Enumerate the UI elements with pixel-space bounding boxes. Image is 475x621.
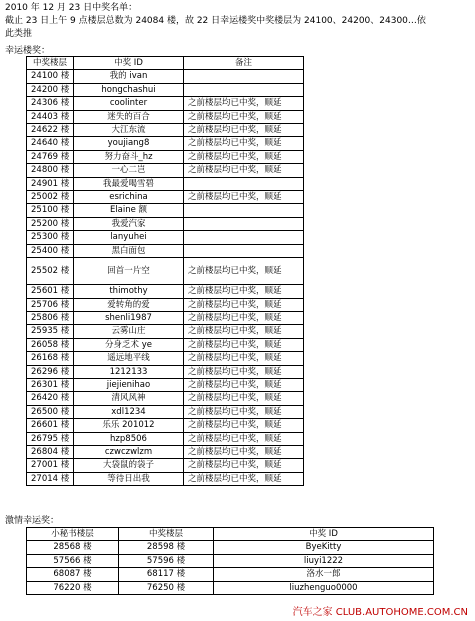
table-row bbox=[27, 352, 304, 365]
cell-secretary-floor: 28568 楼 bbox=[27, 541, 119, 554]
cell-note: 之前楼层均已中奖，顺延 bbox=[184, 164, 304, 177]
cell-winner-id: czwczwlzm bbox=[74, 445, 184, 458]
lucky-winners-table bbox=[26, 56, 304, 486]
cell-note: 之前楼层均已中奖，顺延 bbox=[184, 137, 304, 150]
cell-note: 之前楼层均已中奖，顺延 bbox=[184, 472, 304, 485]
table-row bbox=[27, 150, 304, 163]
table-row bbox=[27, 298, 304, 311]
excite-winners-table bbox=[26, 527, 434, 595]
table-row bbox=[27, 231, 304, 244]
cell-winner-id: 等待日出我 bbox=[74, 472, 184, 485]
cell-note bbox=[184, 217, 304, 230]
cell-note bbox=[184, 244, 304, 257]
cell-floor: 27014 楼 bbox=[27, 472, 74, 485]
cell-winner-id: 清风风神 bbox=[74, 392, 184, 405]
cell-note bbox=[184, 83, 304, 96]
excite-table-body bbox=[27, 541, 434, 595]
table-header-row bbox=[27, 528, 434, 541]
excite-section-title: 激情幸运奖： bbox=[5, 516, 60, 526]
cell-winner-id: 迷失的百合 bbox=[74, 110, 184, 123]
table-row bbox=[27, 110, 304, 123]
cell-note: 之前楼层均已中奖，顺延 bbox=[184, 365, 304, 378]
cell-note: 之前楼层均已中奖，顺延 bbox=[184, 459, 304, 472]
cell-winner-id: coolinter bbox=[74, 97, 184, 110]
column-header-winner-id: 中奖 ID bbox=[214, 528, 434, 541]
intro-line-rule-cont: 此类推 bbox=[5, 29, 33, 39]
cell-winner-id: ByeKitty bbox=[214, 541, 434, 554]
lucky-section-title: 幸运楼奖： bbox=[5, 46, 51, 56]
cell-note: 之前楼层均已中奖，顺延 bbox=[184, 150, 304, 163]
intro-text bbox=[5, 2, 470, 41]
cell-winner-id: 黑白面包 bbox=[74, 244, 184, 257]
column-header-note: 备注 bbox=[184, 57, 304, 70]
cell-floor: 24901 楼 bbox=[27, 177, 74, 190]
cell-secretary-floor: 68087 楼 bbox=[27, 568, 119, 581]
cell-note: 之前楼层均已中奖，顺延 bbox=[184, 97, 304, 110]
cell-floor: 25300 楼 bbox=[27, 231, 74, 244]
cell-winner-id: 遥远地平线 bbox=[74, 352, 184, 365]
cell-note: 之前楼层均已中奖，顺延 bbox=[184, 311, 304, 324]
cell-note: 之前楼层均已中奖，顺延 bbox=[184, 298, 304, 311]
cell-winner-id: 洛水一郎 bbox=[214, 568, 434, 581]
table-row bbox=[27, 97, 304, 110]
cell-floor: 25706 楼 bbox=[27, 298, 74, 311]
cell-note: 之前楼层均已中奖，顺延 bbox=[184, 419, 304, 432]
cell-note: 之前楼层均已中奖，顺延 bbox=[184, 124, 304, 137]
cell-note: 之前楼层均已中奖，顺延 bbox=[184, 325, 304, 338]
table-row bbox=[27, 285, 304, 298]
cell-floor: 25100 楼 bbox=[27, 204, 74, 217]
cell-floor: 26168 楼 bbox=[27, 352, 74, 365]
cell-winner-id: 努力奋斗_hz bbox=[74, 150, 184, 163]
cell-secretary-floor: 76220 楼 bbox=[27, 581, 119, 594]
column-header-floor: 中奖楼层 bbox=[27, 57, 74, 70]
cell-note bbox=[184, 70, 304, 83]
cell-winner-id: 一心二岂 bbox=[74, 164, 184, 177]
table-row bbox=[27, 405, 304, 418]
table-row bbox=[27, 83, 304, 96]
table-row bbox=[27, 459, 304, 472]
cell-note: 之前楼层均已中奖，顺延 bbox=[184, 352, 304, 365]
cell-floor: 26296 楼 bbox=[27, 365, 74, 378]
cell-floor: 24403 楼 bbox=[27, 110, 74, 123]
cell-note: 之前楼层均已中奖，顺延 bbox=[184, 258, 304, 285]
cell-note bbox=[184, 204, 304, 217]
watermark-footer bbox=[293, 603, 468, 618]
column-header-id: 中奖 ID bbox=[74, 57, 184, 70]
column-header-secretary-floor: 小秘书楼层 bbox=[27, 528, 119, 541]
cell-secretary-floor: 57566 楼 bbox=[27, 554, 119, 567]
cell-floor: 25502 楼 bbox=[27, 258, 74, 285]
table-row bbox=[27, 191, 304, 204]
table-row bbox=[27, 419, 304, 432]
cell-note bbox=[184, 177, 304, 190]
cell-floor: 26804 楼 bbox=[27, 445, 74, 458]
cell-floor: 26601 楼 bbox=[27, 419, 74, 432]
cell-note bbox=[184, 231, 304, 244]
cell-floor: 27001 楼 bbox=[27, 459, 74, 472]
table-row bbox=[27, 365, 304, 378]
cell-floor: 25002 楼 bbox=[27, 191, 74, 204]
table-row bbox=[27, 445, 304, 458]
intro-line-date: 2010 年 12 月 23 日中奖名单： bbox=[5, 3, 138, 13]
cell-note: 之前楼层均已中奖，顺延 bbox=[184, 191, 304, 204]
cell-floor: 25935 楼 bbox=[27, 325, 74, 338]
cell-floor: 24200 楼 bbox=[27, 83, 74, 96]
cell-floor: 26795 楼 bbox=[27, 432, 74, 445]
table-row bbox=[27, 217, 304, 230]
table-row bbox=[27, 568, 434, 581]
cell-winning-floor: 76250 楼 bbox=[119, 581, 214, 594]
cell-winner-id: esrichina bbox=[74, 191, 184, 204]
cell-winner-id: 爱转角的爱 bbox=[74, 298, 184, 311]
cell-floor: 24800 楼 bbox=[27, 164, 74, 177]
table-row bbox=[27, 541, 434, 554]
table-row bbox=[27, 311, 304, 324]
table-row bbox=[27, 124, 304, 137]
cell-winner-id: liuyi1222 bbox=[214, 554, 434, 567]
table-row bbox=[27, 204, 304, 217]
table-row bbox=[27, 338, 304, 351]
cell-floor: 24640 楼 bbox=[27, 137, 74, 150]
table-row bbox=[27, 432, 304, 445]
cell-winner-id: jiejienihao bbox=[74, 378, 184, 391]
cell-note: 之前楼层均已中奖，顺延 bbox=[184, 285, 304, 298]
table-row bbox=[27, 258, 304, 285]
column-header-winning-floor: 中奖楼层 bbox=[119, 528, 214, 541]
cell-winner-id: 分身乏术 ye bbox=[74, 338, 184, 351]
cell-winner-id: shenli1987 bbox=[74, 311, 184, 324]
cell-floor: 26500 楼 bbox=[27, 405, 74, 418]
cell-winning-floor: 28598 楼 bbox=[119, 541, 214, 554]
cell-floor: 24622 楼 bbox=[27, 124, 74, 137]
cell-winner-id: Elaine 额 bbox=[74, 204, 184, 217]
table-row bbox=[27, 137, 304, 150]
table-row bbox=[27, 581, 434, 594]
table-row bbox=[27, 164, 304, 177]
cell-floor: 25601 楼 bbox=[27, 285, 74, 298]
cell-winner-id: 我的 ivan bbox=[74, 70, 184, 83]
table-header-row bbox=[27, 57, 304, 70]
cell-note: 之前楼层均已中奖，顺延 bbox=[184, 110, 304, 123]
cell-note: 之前楼层均已中奖，顺延 bbox=[184, 445, 304, 458]
table-row bbox=[27, 392, 304, 405]
brand-name: 汽车之家 bbox=[292, 607, 333, 618]
table-row bbox=[27, 177, 304, 190]
cell-note: 之前楼层均已中奖，顺延 bbox=[184, 378, 304, 391]
cell-winner-id: hzp8506 bbox=[74, 432, 184, 445]
cell-floor: 26420 楼 bbox=[27, 392, 74, 405]
cell-winner-id: 乐乐 201012 bbox=[74, 419, 184, 432]
cell-floor: 26058 楼 bbox=[27, 338, 74, 351]
cell-note: 之前楼层均已中奖，顺延 bbox=[184, 392, 304, 405]
cell-winning-floor: 57596 楼 bbox=[119, 554, 214, 567]
table-row bbox=[27, 244, 304, 257]
cell-winner-id: 回首一片空 bbox=[74, 258, 184, 285]
lucky-table-body bbox=[27, 70, 304, 486]
table-row bbox=[27, 472, 304, 485]
cell-winner-id: 1212133 bbox=[74, 365, 184, 378]
cell-winner-id: xdl1234 bbox=[74, 405, 184, 418]
cell-winner-id: hongchashui bbox=[74, 83, 184, 96]
table-row bbox=[27, 325, 304, 338]
cell-winner-id: 我爱汽家 bbox=[74, 217, 184, 230]
intro-line-rule: 截止 23 日上午 9 点楼层总数为 24084 楼，故 22 日幸运楼奖中奖楼层为 24100、24200、24300…依 bbox=[5, 16, 426, 26]
cell-winner-id: youjiang8 bbox=[74, 137, 184, 150]
cell-floor: 24769 楼 bbox=[27, 150, 74, 163]
cell-winner-id: 云雾山庄 bbox=[74, 325, 184, 338]
cell-winner-id: 我最爱喝雪碧 bbox=[74, 177, 184, 190]
cell-floor: 24306 楼 bbox=[27, 97, 74, 110]
cell-winner-id: 大江东流 bbox=[74, 124, 184, 137]
cell-floor: 25806 楼 bbox=[27, 311, 74, 324]
cell-floor: 26301 楼 bbox=[27, 378, 74, 391]
cell-note: 之前楼层均已中奖，顺延 bbox=[184, 405, 304, 418]
table-row bbox=[27, 70, 304, 83]
table-row bbox=[27, 378, 304, 391]
cell-winner-id: thimothy bbox=[74, 285, 184, 298]
cell-floor: 25400 楼 bbox=[27, 244, 74, 257]
cell-winner-id: liuzhenguo0000 bbox=[214, 581, 434, 594]
table-row bbox=[27, 554, 434, 567]
site-url: CLUB.AUTOHOME.COM.CN bbox=[335, 607, 468, 618]
cell-note: 之前楼层均已中奖，顺延 bbox=[184, 432, 304, 445]
cell-winning-floor: 68117 楼 bbox=[119, 568, 214, 581]
cell-floor: 24100 楼 bbox=[27, 70, 74, 83]
cell-floor: 25200 楼 bbox=[27, 217, 74, 230]
cell-winner-id: lanyuhei bbox=[74, 231, 184, 244]
cell-winner-id: 大袋鼠的袋子 bbox=[74, 459, 184, 472]
cell-note: 之前楼层均已中奖，顺延 bbox=[184, 338, 304, 351]
